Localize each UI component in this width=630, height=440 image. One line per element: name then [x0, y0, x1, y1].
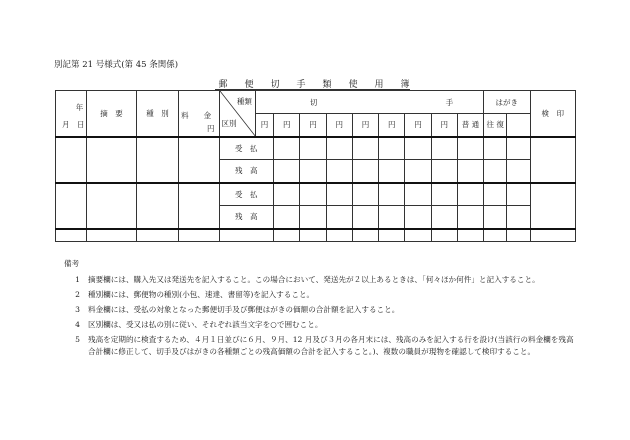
kind-label: 種 別 — [146, 108, 169, 118]
summary-cell — [87, 137, 136, 183]
inspection-cell — [530, 137, 575, 183]
inspection-cell — [530, 183, 575, 229]
date-header — [56, 91, 87, 137]
table-row — [56, 229, 576, 242]
stamps-label-right: 手 — [445, 98, 454, 107]
date-cell — [56, 183, 87, 229]
table-row — [56, 183, 576, 206]
yen-label: 円 — [260, 120, 269, 130]
note-item — [54, 319, 579, 331]
stamp-yen-cell — [352, 114, 378, 137]
balance-label: 残 高 — [235, 166, 258, 176]
yen-label: 円 — [414, 120, 422, 130]
note-item — [54, 334, 579, 358]
fee-cell — [179, 137, 219, 183]
form-reference: 別記第 21 号様式(第 45 条関係) — [54, 60, 179, 70]
balance-label: 残 高 — [235, 212, 258, 222]
month-day-label: 月 日 — [62, 120, 85, 129]
kind-cell — [136, 137, 178, 183]
fee-header — [179, 91, 219, 137]
division-cell — [219, 137, 274, 160]
fee-cell — [179, 183, 219, 229]
yen-label: 円 — [361, 120, 370, 130]
stamp-yen-cell — [274, 114, 300, 137]
date-cell — [56, 137, 87, 183]
receipt-payment-label: 受 払 — [235, 189, 258, 199]
title-char: 使 — [348, 80, 358, 90]
receipt-payment-label: 受 払 — [235, 143, 258, 153]
table-row — [56, 137, 576, 160]
ledger-table — [55, 90, 576, 242]
yen-label: 円 — [440, 120, 448, 130]
inspection-header — [530, 91, 575, 137]
notes-section — [54, 258, 579, 361]
stamp-yen-cell — [300, 114, 326, 137]
note-number: 2 — [75, 290, 80, 299]
type-division-header — [219, 91, 255, 137]
postcards-header — [484, 91, 530, 114]
note-text: 区別欄は、受又は払の別に従い、それぞれ該当文字を○で囲むこと。 — [88, 320, 323, 329]
yen-label: 円 — [309, 120, 317, 130]
stamps-header — [255, 91, 483, 114]
stamps-label-left: 切 — [309, 98, 318, 107]
summary-label: 摘 要 — [100, 108, 123, 118]
stamp-yen-cell — [431, 114, 457, 137]
yen-label: 円 — [282, 120, 291, 130]
note-item — [54, 304, 579, 316]
year-label: 年 — [75, 103, 84, 112]
title-char: 手 — [296, 80, 306, 90]
stamp-yen-cell — [379, 114, 405, 137]
note-item — [54, 274, 579, 286]
title-char: 簿 — [400, 80, 410, 90]
note-number: 4 — [75, 320, 80, 329]
type-label: 種類 — [236, 97, 252, 106]
division-cell — [219, 183, 274, 206]
yen-label: 円 — [387, 120, 396, 130]
division-label: 区別 — [221, 118, 237, 128]
note-text: 種別欄には、郵便物の種別(小包、速達、書留等)を記入すること。 — [88, 290, 315, 299]
title-char: 郵 — [218, 80, 228, 90]
title-char: 類 — [322, 80, 332, 90]
postcard-return-label: 往 復 — [486, 120, 504, 130]
postcard-return-cell — [484, 114, 507, 137]
note-number: 1 — [75, 275, 80, 284]
inspection-label: 検 印 — [541, 108, 564, 118]
note-number: 5 — [75, 335, 80, 344]
postcard-normal-cell — [457, 114, 483, 137]
kind-cell — [136, 183, 178, 229]
note-item — [54, 289, 579, 301]
kind-header — [136, 91, 178, 137]
note-text: 料金欄には、受払の対象となった郵便切手及び郵便はがきの価額の合計額を記入すること。 — [88, 305, 400, 314]
stamp-yen-cell — [405, 114, 431, 137]
division-cell — [219, 206, 274, 229]
title-char: 便 — [244, 80, 254, 90]
note-text: 残高を定期的に検査するため、４月１日並びに６月、９月、12 月及び３月の各月末には、残高のみを記入する行を設け(当該行の料金欄を残高合計欄に修正して、切手及びはがきの各種類ごとの残高価額の合計を記入すること。)、複数の職員が現物を確認して検印すること。 — [88, 335, 574, 356]
stamp-yen-cell — [326, 114, 352, 137]
summary-header — [87, 91, 136, 137]
note-text: 摘要欄には、購入先又は発送先を記入すること。この場合において、発送先が２以上あるときは、「何々ほか何件」と記入すること。 — [88, 275, 540, 284]
note-number: 3 — [75, 305, 80, 314]
yen-label: 円 — [335, 120, 343, 130]
summary-cell — [87, 183, 136, 229]
title-char: 用 — [374, 80, 384, 90]
fee-yen-label: 円 — [207, 123, 215, 133]
postcard-normal-label: 普 通 — [461, 120, 480, 130]
fee-label: 料 金 — [181, 111, 212, 120]
notes-title: 備考 — [64, 259, 80, 268]
stamp-yen-cell — [255, 114, 273, 137]
division-cell — [219, 160, 274, 183]
postcards-label: はがき — [495, 97, 519, 107]
title-char: 切 — [270, 80, 280, 90]
